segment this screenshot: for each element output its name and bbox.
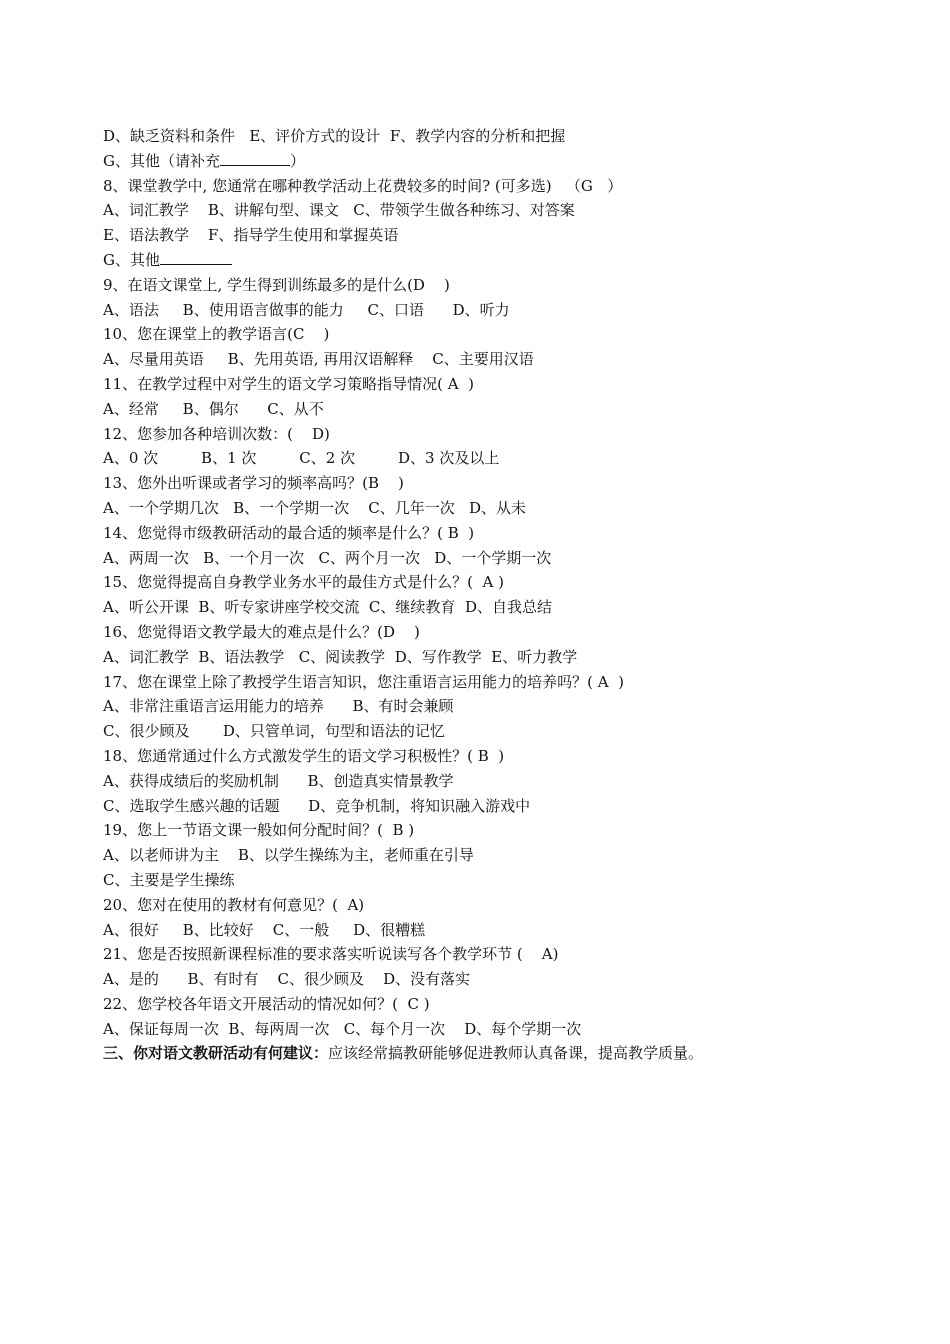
- line-text: 15、您觉得提高自身教学业务水平的最佳方式是什么？( A ): [103, 573, 504, 592]
- suggestion-answer: 应该经常搞教研能够促进教师认真备课，提高教学质量。: [328, 1044, 704, 1063]
- line-text: 22、您学校各年语文开展活动的情况如何？( C ): [103, 994, 430, 1013]
- line-text: A、听公开课 B、听专家讲座学校交流 C、继续教育 D、自我总结: [103, 598, 552, 617]
- line-text: 19、您上一节语文课一般如何分配时间？( B ): [103, 821, 415, 840]
- document-page: [103, 124, 903, 1066]
- line-text: A、语法 B、使用语言做事的能力 C、口语 D、听力: [103, 300, 510, 319]
- line-text: D、缺乏资料和条件 E、评价方式的设计 F、教学内容的分析和把握: [103, 127, 566, 145]
- text-line: [103, 273, 903, 298]
- text-line: [103, 794, 903, 819]
- text-line: [103, 397, 903, 422]
- line-text: 17、您在课堂上除了教授学生语言知识，您注重语言运用能力的培养吗？( A ): [103, 672, 624, 691]
- text-line: [103, 595, 903, 620]
- text-line: [103, 620, 903, 645]
- text-line: [103, 521, 903, 546]
- text-line: [103, 744, 903, 769]
- line-text: A、以老师讲为主 B、以学生操练为主，老师重在引导: [103, 846, 474, 865]
- text-line: [103, 422, 903, 447]
- line-text: G、其他: [103, 250, 160, 269]
- line-text: 9、在语文课堂上, 学生得到训练最多的是什么(D ): [103, 275, 450, 294]
- line-text: A、词汇教学 B、语法教学 C、阅读教学 D、写作教学 E、听力教学: [103, 647, 578, 666]
- text-line: [103, 471, 903, 496]
- line-text: 8、课堂教学中, 您通常在哪种教学活动上花费较多的时间? (可多选) （G ）: [103, 176, 623, 195]
- line-text: A、经常 B、偶尔 C、从不: [103, 399, 324, 418]
- line-text: E、语法教学 F、指导学生使用和掌握英语: [103, 226, 399, 245]
- line-text: A、保证每周一次 B、每两周一次 C、每个月一次 D、每个学期一次: [103, 1019, 582, 1038]
- text-line: [103, 893, 903, 918]
- text-line: [103, 223, 903, 248]
- line-text-after: ）: [289, 151, 305, 170]
- text-line: [103, 124, 903, 149]
- text-line: [103, 198, 903, 223]
- line-text: G、其他（请补充: [103, 151, 220, 170]
- question-list: [103, 124, 903, 1041]
- line-text: A、获得成绩后的奖励机制 B、创造真实情景教学: [103, 771, 454, 790]
- text-line: [103, 496, 903, 521]
- line-text: A、是的 B、有时有 C、很少顾及 D、没有落实: [103, 970, 471, 989]
- suggestion-line: [103, 1041, 903, 1066]
- text-line: [103, 149, 903, 174]
- text-line: [103, 868, 903, 893]
- text-line: [103, 670, 903, 695]
- text-line: [103, 818, 903, 843]
- fill-in-blank: [220, 151, 290, 166]
- text-line: [103, 967, 903, 992]
- line-text: 13、您外出听课或者学习的频率高吗？(B ): [103, 474, 404, 493]
- line-text: A、一个学期几次 B、一个学期一次 C、几年一次 D、从未: [103, 498, 527, 517]
- line-text: 10、您在课堂上的教学语言(C ): [103, 325, 330, 344]
- text-line: [103, 174, 903, 199]
- line-text: 20、您对在使用的教材有何意见？( A): [103, 895, 365, 914]
- line-text: A、很好 B、比较好 C、一般 D、很糟糕: [103, 920, 426, 939]
- line-text: C、主要是学生操练: [103, 870, 235, 889]
- text-line: [103, 918, 903, 943]
- line-text: A、非常注重语言运用能力的培养 B、有时会兼顾: [103, 697, 454, 716]
- text-line: [103, 992, 903, 1017]
- line-text: C、选取学生感兴趣的话题 D、竞争机制，将知识融入游戏中: [103, 796, 531, 815]
- text-line: [103, 372, 903, 397]
- text-line: [103, 1017, 903, 1042]
- text-line: [103, 942, 903, 967]
- text-line: [103, 298, 903, 323]
- text-line: [103, 347, 903, 372]
- line-text: 16、您觉得语文教学最大的难点是什么？(D ): [103, 622, 420, 641]
- text-line: [103, 248, 903, 273]
- line-text: A、两周一次 B、一个月一次 C、两个月一次 D、一个学期一次: [103, 548, 552, 567]
- text-line: [103, 719, 903, 744]
- line-text: 11、在教学过程中对学生的语文学习策略指导情况( A ): [103, 374, 474, 393]
- text-line: [103, 446, 903, 471]
- suggestion-heading: 三、你对语文教研活动有何建议：: [103, 1044, 329, 1063]
- text-line: [103, 546, 903, 571]
- text-line: [103, 694, 903, 719]
- text-line: [103, 570, 903, 595]
- text-line: [103, 645, 903, 670]
- line-text: 12、您参加各种培训次数：( D): [103, 424, 330, 443]
- line-text: 18、您通常通过什么方式激发学生的语文学习积极性？( B ): [103, 746, 505, 765]
- text-line: [103, 769, 903, 794]
- line-text: 21、您是否按照新课程标准的要求落实听说读写各个教学环节 ( A): [103, 945, 559, 964]
- text-line: [103, 322, 903, 347]
- line-text: 14、您觉得市级教研活动的最合适的频率是什么？( B ): [103, 523, 475, 542]
- line-text: C、很少顾及 D、只管单词，句型和语法的记忆: [103, 722, 445, 741]
- line-text: A、词汇教学 B、讲解句型、课文 C、带领学生做各种练习、对答案: [103, 201, 575, 220]
- line-text: A、0 次 B、1 次 C、2 次 D、3 次及以上: [103, 449, 500, 468]
- text-line: [103, 843, 903, 868]
- fill-in-blank: [160, 250, 232, 265]
- line-text: A、尽量用英语 B、先用英语, 再用汉语解释 C、主要用汉语: [103, 350, 534, 369]
